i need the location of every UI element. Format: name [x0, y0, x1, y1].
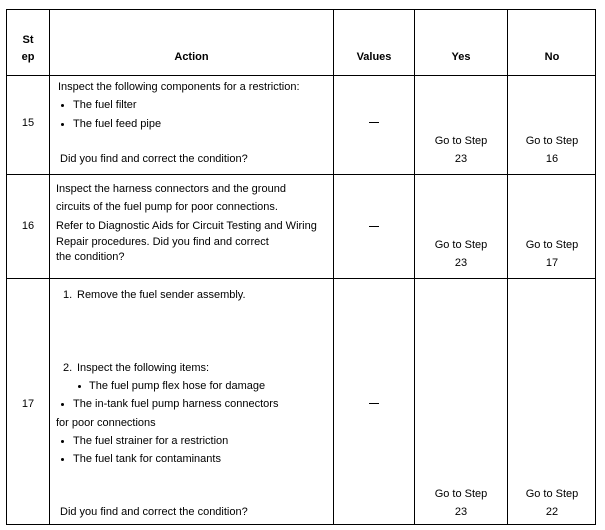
- action-line: the condition?: [56, 251, 125, 263]
- bullet-icon: [61, 104, 64, 107]
- header-action: Action: [174, 51, 209, 63]
- row-divider: [7, 278, 595, 279]
- row-divider: [7, 174, 595, 175]
- header-yes: Yes: [451, 51, 471, 63]
- step-number: 15: [21, 117, 35, 129]
- header-step-line1: St: [22, 34, 34, 46]
- header-step-line2: ep: [21, 51, 35, 63]
- value-dash: [369, 122, 379, 123]
- action-line: Inspect the harness connectors and the ground: [56, 183, 286, 195]
- no-goto: Go to Step: [525, 488, 579, 500]
- action-bullet-continued: for poor connections: [56, 417, 156, 429]
- item-text: Remove the fuel sender assembly.: [77, 289, 246, 301]
- yes-step: 23: [454, 153, 468, 165]
- yes-goto: Go to Step: [434, 488, 488, 500]
- action-bullet: The fuel filter: [73, 99, 137, 111]
- bullet-icon: [78, 385, 81, 388]
- yes-step: 23: [454, 506, 468, 518]
- troubleshooting-table: [6, 9, 596, 525]
- action-bullet: The fuel strainer for a restriction: [73, 435, 229, 447]
- item-number: 1.: [63, 289, 73, 301]
- bullet-icon: [61, 403, 64, 406]
- action-question: Did you find and correct the condition?: [60, 506, 248, 518]
- header-no: No: [544, 51, 560, 63]
- header-values: Values: [356, 51, 392, 63]
- action-intro: Inspect the following components for a restriction:: [58, 81, 300, 93]
- no-goto: Go to Step: [525, 135, 579, 147]
- action-bullet: The fuel pump flex hose for damage: [89, 380, 266, 392]
- no-step: 22: [545, 506, 559, 518]
- no-step: 17: [545, 257, 559, 269]
- yes-goto: Go to Step: [434, 135, 488, 147]
- action-bullet: The fuel tank for contaminants: [73, 453, 221, 465]
- bullet-icon: [61, 458, 64, 461]
- row-divider: [7, 75, 595, 76]
- item-text: Inspect the following items:: [77, 362, 210, 374]
- bullet-icon: [61, 440, 64, 443]
- yes-step: 23: [454, 257, 468, 269]
- value-dash: [369, 403, 379, 404]
- action-line: circuits of the fuel pump for poor connections.: [56, 201, 278, 213]
- action-line: Repair procedures. Did you find and correct: [56, 236, 269, 248]
- value-dash: [369, 226, 379, 227]
- no-step: 16: [545, 153, 559, 165]
- action-bullet: The in-tank fuel pump harness connectors: [73, 398, 279, 410]
- step-number: 17: [21, 398, 35, 410]
- column-divider: [49, 10, 50, 524]
- action-question: Did you find and correct the condition?: [60, 153, 248, 165]
- bullet-icon: [61, 123, 64, 126]
- no-goto: Go to Step: [525, 239, 579, 251]
- action-line: Refer to Diagnostic Aids for Circuit Testing and Wiring: [56, 220, 317, 232]
- column-divider: [333, 10, 334, 524]
- item-number: 2.: [63, 362, 73, 374]
- yes-goto: Go to Step: [434, 239, 488, 251]
- action-bullet: The fuel feed pipe: [73, 118, 162, 130]
- step-number: 16: [21, 220, 35, 232]
